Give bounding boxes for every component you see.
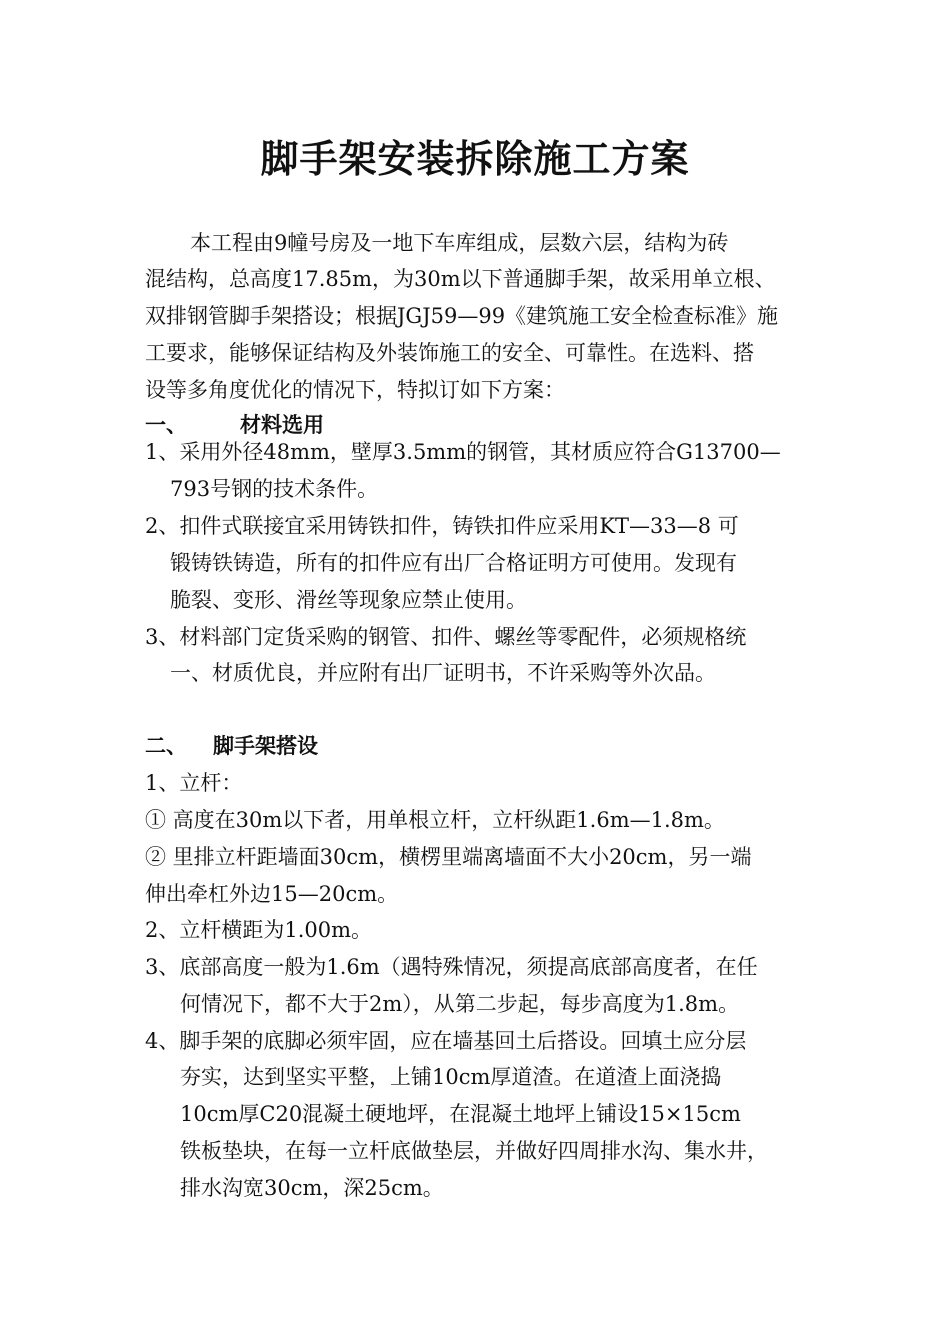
section-heading-erection <box>145 731 318 761</box>
section-title: 脚手架搭设 <box>213 734 318 758</box>
body-line-continuation: 10cm厚C20混凝土硬地坪，在混凝土地坪上铺设15×15cm <box>180 1102 741 1126</box>
body-line-continuation: 铁板垫块，在每一立杆底做垫层，并做好四周排水沟、集水井， <box>180 1139 768 1163</box>
body-line: 1、立杆： <box>145 771 243 795</box>
body-line-continuation: 排水沟宽30cm，深25cm。 <box>180 1176 444 1200</box>
body-line: 伸出牵杠外边15—20cm。 <box>145 882 399 906</box>
section-heading-materials <box>145 410 324 440</box>
intro-line: 工要求，能够保证结构及外装饰施工的安全、可靠性。在选料、搭 <box>145 341 754 365</box>
body-line: ① 高度在30m以下者，用单根立杆，立杆纵距1.6m—1.8m。 <box>145 808 725 832</box>
list-item-continuation: 793号钢的技术条件。 <box>170 477 379 501</box>
body-line: 4、脚手架的底脚必须牢固，应在墙基回土后搭设。回填土应分层 <box>145 1029 747 1053</box>
intro-line: 混结构，总高度17.85m，为30m以下普通脚手架，故采用单立根、 <box>145 267 776 291</box>
intro-line: 设等多角度优化的情况下，特拟订如下方案： <box>145 378 565 402</box>
document-title: 脚手架安装拆除施工方案 <box>260 137 690 181</box>
body-line-continuation: 何情况下，都不大于2m），从第二步起，每步高度为1.8m。 <box>180 992 740 1016</box>
list-item-continuation: 一、材质优良，并应附有出厂证明书，不许采购等外次品。 <box>170 661 716 685</box>
body-line: 3、底部高度一般为1.6m（遇特殊情况，须提高底部高度者，在任 <box>145 955 758 979</box>
section-number: 一、 <box>145 413 187 437</box>
body-line-continuation: 夯实，达到坚实平整，上铺10cm厚道渣。在道渣上面浇捣 <box>180 1065 722 1089</box>
intro-line: 双排钢管脚手架搭设；根据JGJ59—99《建筑施工安全检查标准》施 <box>145 304 779 328</box>
list-item-continuation: 锻铸铁铸造，所有的扣件应有出厂合格证明方可使用。发现有 <box>170 551 737 575</box>
section-title: 材料选用 <box>240 413 324 437</box>
body-line: 2、立杆横距为1.00m。 <box>145 918 373 942</box>
list-item: 1、采用外径48mm，壁厚3.5mm的钢管，其材质应符合G13700— <box>145 440 781 464</box>
list-item-continuation: 脆裂、变形、滑丝等现象应禁止使用。 <box>170 588 527 612</box>
body-line: ② 里排立杆距墙面30cm，横楞里端离墙面不大小20cm，另一端 <box>145 845 752 869</box>
section-number: 二、 <box>145 734 187 758</box>
list-item: 2、扣件式联接宜采用铸铁扣件，铸铁扣件应采用KT—33—8 可 <box>145 514 739 538</box>
intro-line: 本工程由9幢号房及一地下车库组成，层数六层，结构为砖 <box>190 231 729 255</box>
list-item: 3、材料部门定货采购的钢管、扣件、螺丝等零配件，必须规格统 <box>145 625 747 649</box>
